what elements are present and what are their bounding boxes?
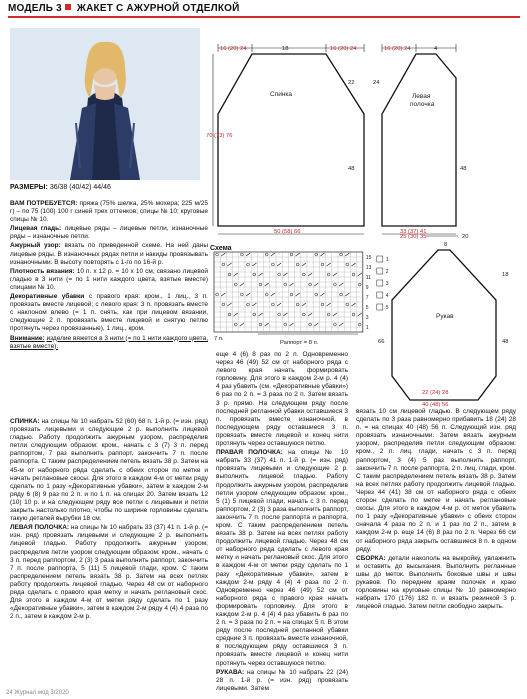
section-label: РУКАВА: — [216, 668, 245, 676]
section-label: ЛЕВАЯ ПОЛОЧКА: — [10, 524, 70, 532]
front-bottom-dim: 33 (37) 41 — [400, 229, 427, 235]
sleeve-top-small-dim: 8 — [444, 242, 448, 248]
sleeve-left-dim: 66 — [378, 339, 385, 345]
sleeve-label: Рукав — [436, 313, 454, 320]
left-front-pattern — [374, 40, 474, 242]
page-header — [8, 3, 520, 17]
back-pattern — [206, 40, 370, 242]
sizes-value: 36/38 (40/42) 44/46 — [49, 184, 111, 191]
back-top-middle-dim: 18 — [282, 46, 289, 52]
chart-row-number: 1 — [365, 325, 369, 331]
schema-label: Схема — [210, 245, 232, 252]
materials-paragraph — [10, 200, 208, 224]
sleeve-pattern — [378, 228, 522, 408]
section-text: еще 4 (6) 8 раз по 2 п. Одновременно через 46 (49) 52 см от наборного ряда с левого края начать формировать горловину. Для этого в каждом 2-м р. 4 (4) 4 раз убавить (см. «Декоративные убавки») 6 раз по 2 п. = 3 раза по 2 п. Затем вязать 3 р. прямо. На следующем ряду после последней регланной убавки оставшиеся 3 п. провязать вместе изнаночной, в последующем ряду оставшиеся 3 п. провязать вместе лицевой и конец нити протянуть через оставшуюся петлю. — [216, 351, 348, 448]
chart-row-number: 11 — [365, 275, 372, 281]
chart-row-number: 3 — [365, 315, 369, 321]
section-sleeves — [216, 669, 348, 693]
stitch-text: с правого края: кром., 1 лиц., 3 п. провязать вместе лицевой; с левого края: 3 п. провязать вместе с наклоном влево (= 1 п. снять, как при лицевом вязании, следующие 2 п. провязать вместе лицевой и снятую петлю протянуть через провязанные), 1 лиц., кром. — [10, 293, 208, 333]
sleeve-outline — [392, 250, 496, 400]
lace-chart — [208, 242, 394, 348]
chart-row-numbers — [366, 255, 372, 331]
legend-entry: 3 — [385, 281, 389, 287]
chart-grid — [214, 252, 363, 332]
chart-row-number: 13 — [365, 265, 372, 271]
header-rule — [8, 16, 520, 18]
bullet-icon — [65, 4, 71, 10]
stitch-paragraph — [10, 268, 208, 292]
section-sleeves-continued — [356, 408, 516, 554]
section-label: СПИНКА: — [10, 418, 40, 425]
chart-row-number: 5 — [365, 305, 369, 311]
legend-entry: 5 — [385, 305, 389, 311]
front-outline — [382, 54, 456, 226]
sleeve-top-mid-dim: 20 — [462, 234, 469, 240]
stitch-paragraph — [10, 293, 208, 333]
section-continuation — [216, 351, 348, 448]
model-photo-illustration — [10, 28, 200, 180]
front-upper-dim: 24 — [373, 80, 380, 86]
stitch-paragraph — [10, 225, 208, 241]
back-bottom-dim: 50 (58) 66 — [274, 229, 301, 235]
materials-text: пряжа (75% шелка, 25% мохера; 225 м/25 г) – по 75 (100) 100 г синей трех оттенков; спицы № 10; круговые спицы № 10. — [10, 200, 209, 224]
back-label: Спинка — [270, 91, 293, 98]
legend-entry: 1 — [385, 257, 389, 263]
page-footer: 24 Журнал мод 3/2020 — [6, 690, 69, 696]
legend-swatch — [377, 292, 383, 298]
stitch-label: Внимание: — [10, 334, 45, 342]
sleeve-bottom-inner-dim: 22 (24) 28 — [422, 390, 449, 396]
sleeve-lower-dim: 48 — [502, 339, 509, 345]
back-upper-dim: 22 — [348, 80, 355, 86]
front-label-line: полочка — [410, 101, 435, 108]
chart-row-number: 7 — [365, 295, 369, 301]
back-outline — [218, 54, 364, 226]
stitch-label: Плотность вязания: — [10, 267, 75, 275]
instructions-col1 — [10, 418, 208, 622]
section-text: на спицы № 10 набрать 33 (37) 41 п. 1-й р. (= изн. ряд) провязать лицевыми и следующие 2 р. выполнить лицевой гладью. Работу продолжить ажурным узором, распределив петли узором следующим образом: кром., 5 (1) 5 лицевой глади, начать с 3 п. перед раппортом, 2 (3) 3 раза выполнить раппорт, закончить 7 п. после раппорта и раппорта, кром. С таким распределением петель вязать 38 р. Затем на всех петлях работу продолжить лицевой гладью. Через 48 см от наборного ряда сделать с левого края метку и начать реглановый скос. Для этого в каждом 4-м от метки ряду сделать по 1 разу «Декоративные убавки», затем в каждом 2-м ряду 4 (4) 4 раза по 2 п. Одновременно через 46 (49) 52 см от наборного ряда с правого края начать формировать горловину. Для этого в каждом 2-м р. 4 (4) 4 раз убавить 6 раз по 2 п. = 3 раза по 2 п. = на спицах 5 п. В этом ряду после последней регланной убавки средние 3 п. провязать вместе изнаночной, в последующем ряду оставшиеся 3 п. провязать вместе лицевой и конец нити протянуть через оставшуюся петлю. — [216, 449, 349, 667]
stitch-text: вязать по приведенной схеме. На ней даны лицевые ряды. В изнаночных рядах петли и накиды провязывать изнаночными. В высоту повторять с 1-го по 16-й р. — [10, 242, 208, 266]
sizes-line — [10, 184, 111, 191]
chart-left-count: 7 п. — [214, 336, 224, 342]
chart-row-number: 15 — [365, 255, 372, 261]
chart-rapport-label: Раппорт = 8 п. — [280, 340, 319, 346]
legend-entry: 2 — [385, 269, 389, 275]
section-back — [10, 418, 208, 523]
back-height-dim: 70 (73) 76 — [206, 133, 233, 139]
sleeve-top-dim: 25 (30) 35 — [400, 234, 427, 240]
legend-swatch — [377, 256, 383, 262]
stitch-paragraph — [10, 335, 208, 351]
instructions-intro — [10, 200, 208, 352]
stitch-paragraph — [10, 242, 208, 266]
section-text: детали накололь на выкройку, увлажнить и оставить до высыхания. Выполнить регланные швы до меток. Выполнить боковые швы и швы рукавов. По переднем краям полочек и краю горловины на круговые спицы № 10 равномерно набрать 170 (176) 182 п. и вязать резинкой 3 р. лицевой гладью. Затем петли свободно закрыть. — [356, 554, 517, 611]
section-text: на спицы № 10 набрать 33 (37) 41 п. 1-й р. (= изн. ряд) провязать лицевыми и следующие 2 р. выполнить лицевой гладью. Работу продолжить ажурным узором, распределив петли узором следующим образом: кром., начать с 3 п. перед раппортом, 2 (3) 3 раза выполнить раппорт, закончить 7 п. после раппорта, 5 (11) 5 лицевой глади, кром. С таким распределением петель вязать 38 р. Затем на всех петлях работу продолжить лицевой гладью. Через 48 см от наборного ряда сделать с правого края метку и начать реглановый скос. Для этого в каждом 4-м от метки ряду сделать по 1 разу «Декоративные убавки», затем в каждом 2-м ряду 4 (4) 4 раза по 2 п., затем в каждом 2-м р. — [10, 524, 208, 621]
legend-entry: 4 — [385, 293, 389, 299]
model-photo — [10, 28, 200, 180]
front-top-left-dim: 16 (20) 24 — [384, 46, 411, 52]
section-assembly — [356, 555, 516, 612]
instructions-col3 — [356, 408, 516, 612]
front-top-right-dim: 4 — [434, 46, 438, 52]
model-name: ЖАКЕТ С АЖУРНОЙ ОТДЕЛКОЙ — [76, 3, 240, 14]
stitch-text: изделие вяжется в 3 нити (= по 1 нити каждого цвета, взятые вместе). — [10, 334, 209, 350]
section-right-front — [216, 449, 348, 668]
section-left-front — [10, 524, 208, 621]
sizes-label: РАЗМЕРЫ: — [10, 184, 48, 191]
legend-swatch — [377, 268, 383, 274]
back-top-right-dim: 16 (20) 24 — [330, 46, 357, 52]
sleeve-bottom-outer-dim: 40 (48) 56 — [422, 402, 449, 408]
legend-swatch — [377, 304, 383, 310]
back-top-left-dim: 16 (20) 24 — [220, 46, 247, 52]
section-text: вязать 10 см лицевой гладью. В следующем ряду сделать по 3 раза равномерно прибавить 18 (24) 28 п. = на спицах 40 (48) 56 п. Следующий изн. ряд провязать изнаночными. Затем вязать ажурным узором, распределив петли следующим образом: кром., 2 п. лиц. глади, начать с 3 п. перед раппортом, 3 (4) 5 раз выполнить раппорт, закончить 7 п. после раппорта, 2 п. лиц. глади, кром. С таким распределением петель вязать 38 р. Затем на всех петлях работу продолжить лицевой гладью. Через 44 (41) 38 см от наборного ряда с обеих сторон сделать по метке и начать реглановые скосы. Для этого в каждом 4-м р. от меток убавить по 1 разу «Декоративные убавки» с обеих сторон сначала 4 раза по 2 п. и 1 раз по 2 п., затем в каждом 2-м р. еще 14 (6) 8 раз по 2 п. Через 66 см от наборного ряда закрыть оставшиеся 8 п. в одном ряду. — [356, 408, 516, 553]
section-text: на спицы № 10 набрать 52 (60) 68 п. 1-й р. (= изн. ряд) провязать лицевыми и следующие 2 р. выполнить лицевой гладью. Работу продолжить ажурным узором, распределив петли следующим образом: кром., начать с 3 (7) 3 п. перед раппортом, 7 раз выполнить раппорт, закончить 7 п. после раппорта. С таким распределением петель вязать 38 р. Затем на 45-м от наборного ряда сделать с обеих сторон по метке и начать реглановые скосы. Для этого в каждом 4-м от метки ряду сделать по 1 разу «Декоративные убавки», затем в каждом 2-м ряду 6 (8) 9 раз по 2 п. и по 1 п. на спицах 20. Затем вязать 12 (10) 10 р. и на следующем ряду все петли с лицевыми и петли закрыть настолько плотно, чтобы по ширине горловины сделать такую деталей вырубки 18 см. — [10, 418, 208, 523]
section-label: ПРАВАЯ ПОЛОЧКА: — [216, 449, 283, 457]
page-title — [8, 3, 520, 14]
section-label: СБОРКА: — [356, 554, 386, 562]
stitch-text: лицевые ряды – лицевые петли, изнаночные ряды – изнаночные петли. — [10, 225, 208, 241]
instructions-col2 — [216, 351, 348, 694]
chart-legend — [377, 256, 389, 311]
stitch-label: Лицевая гладь: — [10, 225, 62, 233]
stitch-text: 10 п. х 12 р. = 10 х 10 см, связано лицевой гладью в 3 нити (= по 1 нити каждого цвета, взятые вместе) спицами № 10. — [10, 267, 208, 291]
front-lower-dim: 48 — [460, 166, 467, 172]
back-lower-dim: 48 — [348, 166, 355, 172]
stitch-label: Ажурный узор: — [10, 242, 61, 250]
materials-label: ВАМ ПОТРЕБУЕТСЯ: — [10, 200, 78, 207]
stitch-label: Декоративные убавки — [10, 293, 85, 301]
chart-row-number: 9 — [365, 285, 369, 291]
model-number: МОДЕЛЬ 3 — [8, 3, 62, 14]
legend-swatch — [377, 280, 383, 286]
section-text: на спицы № 10 набрать 22 (24) 28 п. 1-й р. (= изн. ряд) провязать лицевыми. Затем — [216, 668, 348, 692]
sleeve-upper-dim: 18 — [502, 272, 509, 278]
front-label-line: Левая — [412, 93, 431, 100]
